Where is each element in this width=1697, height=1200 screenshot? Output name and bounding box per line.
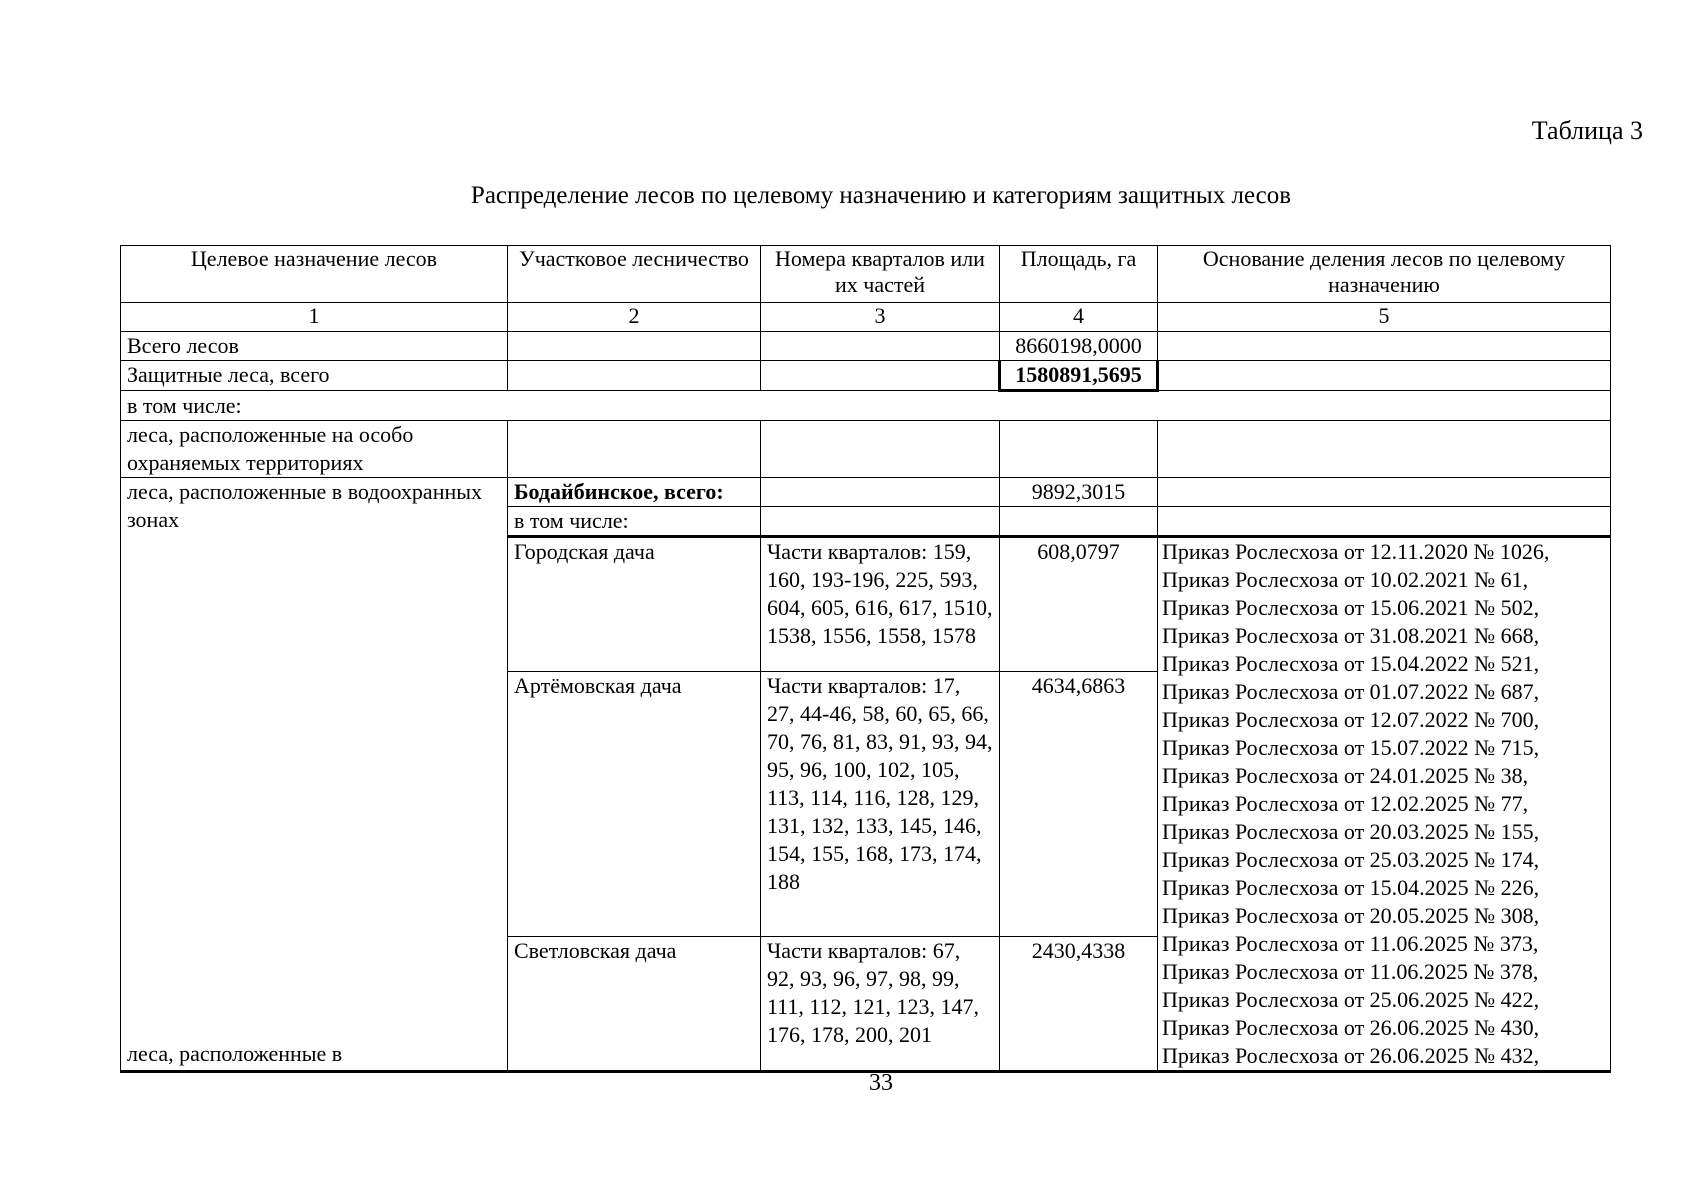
- row-label: леса, расположенные в водоохранных зонах: [127, 479, 483, 532]
- area-value: 4634,6863: [1000, 671, 1158, 937]
- forestry-name: Бодайбинское, всего:: [508, 478, 761, 507]
- forest-distribution-table: [120, 245, 1611, 1073]
- basis-line: Приказ Рослесхоза от 15.04.2022 № 521,: [1162, 651, 1540, 676]
- column-number: 2: [508, 303, 761, 332]
- basis-line: Приказ Рослесхоза от 15.07.2022 № 715,: [1162, 735, 1540, 760]
- basis-line: Приказ Рослесхоза от 15.06.2021 № 502,: [1162, 595, 1540, 620]
- header-blocks: Номера кварталов или их частей: [761, 246, 1000, 303]
- column-number: 3: [761, 303, 1000, 332]
- header-row: [121, 246, 1611, 303]
- column-number-row: [121, 303, 1611, 332]
- area-value: 8660198,0000: [1000, 332, 1158, 361]
- table-row-total: [121, 332, 1611, 361]
- dacha-name: Светловская дача: [508, 937, 761, 1072]
- row-label: в том числе:: [508, 507, 761, 537]
- column-number: 1: [121, 303, 508, 332]
- column-number: 4: [1000, 303, 1158, 332]
- table-number: Таблица 3: [1531, 116, 1643, 145]
- basis-cell: [1158, 537, 1611, 1072]
- table-row-oopt: [121, 421, 1611, 478]
- basis-line: Приказ Рослесхоза от 12.02.2025 № 77,: [1162, 791, 1529, 816]
- block-numbers: Части кварталов: 159, 160, 193-196, 225, 593, 604, 605, 616, 617, 1510, 1538, 1556, 1558, 1578: [761, 537, 1000, 672]
- page-number: 33: [869, 1070, 893, 1096]
- dacha-name: Городская дача: [508, 537, 761, 672]
- basis-line: Приказ Рослесхоза от 20.03.2025 № 155,: [1162, 819, 1540, 844]
- basis-line: Приказ Рослесхоза от 12.07.2022 № 700,: [1162, 707, 1540, 732]
- basis-line: Приказ Рослесхоза от 25.06.2025 № 422,: [1162, 987, 1540, 1012]
- area-value: 1580891,5695: [1000, 361, 1158, 391]
- basis-line: Приказ Рослесхоза от 24.01.2025 № 38,: [1162, 763, 1529, 788]
- basis-line: Приказ Рослесхоза от 25.03.2025 № 174,: [1162, 847, 1540, 872]
- basis-line: Приказ Рослесхоза от 31.08.2021 № 668,: [1162, 623, 1540, 648]
- row-label: в том числе:: [121, 391, 1611, 421]
- basis-line: Приказ Рослесхоза от 11.06.2025 № 373,: [1162, 931, 1539, 956]
- basis-line: Приказ Рослесхоза от 20.05.2025 № 308,: [1162, 903, 1540, 928]
- block-numbers: Части кварталов: 17, 27, 44-46, 58, 60, 65, 66, 70, 76, 81, 83, 91, 93, 94, 95, 96, 100, 102, 105, 113, 114, 116, 128, 129, 131, 132, 133, 145, 146, 154, 155, 168, 173, 174, 188: [761, 671, 1000, 937]
- header-purpose: Целевое назначение лесов: [121, 246, 508, 303]
- basis-line: Приказ Рослесхоза от 01.07.2022 № 687,: [1162, 679, 1540, 704]
- basis-line: Приказ Рослесхоза от 15.04.2025 № 226,: [1162, 875, 1540, 900]
- basis-line: Приказ Рослесхоза от 12.11.2020 № 1026,: [1162, 539, 1550, 564]
- row-label: леса, расположенные на особо охраняемых территориях: [121, 421, 508, 478]
- basis-line: Приказ Рослесхоза от 11.06.2025 № 378,: [1162, 959, 1539, 984]
- basis-line: Приказ Рослесхоза от 10.02.2021 № 61,: [1162, 567, 1529, 592]
- dacha-name: Артёмовская дача: [508, 671, 761, 937]
- header-area: Площадь, га: [1000, 246, 1158, 303]
- header-forestry: Участковое лесничество: [508, 246, 761, 303]
- area-value: 9892,3015: [1000, 478, 1158, 507]
- table-title: Распределение лесов по целевому назначению и категориям защитных лесов: [470, 182, 1292, 209]
- table-row-protective: [121, 361, 1611, 391]
- area-value: 608,0797: [1000, 537, 1158, 672]
- basis-line: Приказ Рослесхоза от 26.06.2025 № 430,: [1162, 1015, 1540, 1040]
- header-basis: Основание деления лесов по целевому назначению: [1158, 246, 1611, 303]
- table-row-water-forestry: [121, 478, 1611, 507]
- row-label: Всего лесов: [121, 332, 508, 361]
- next-row-label: леса, расположенные в: [127, 1041, 343, 1066]
- column-number: 5: [1158, 303, 1611, 332]
- block-numbers: Части кварталов: 67, 92, 93, 96, 97, 98, 99, 111, 112, 121, 123, 147, 176, 178, 200, 201: [761, 937, 1000, 1072]
- row-label: Защитные леса, всего: [121, 361, 508, 391]
- basis-line: Приказ Рослесхоза от 26.06.2025 № 432,: [1162, 1043, 1540, 1068]
- water-zone-cell: [121, 478, 508, 1072]
- area-value: 2430,4338: [1000, 937, 1158, 1072]
- table-row-including: [121, 391, 1611, 421]
